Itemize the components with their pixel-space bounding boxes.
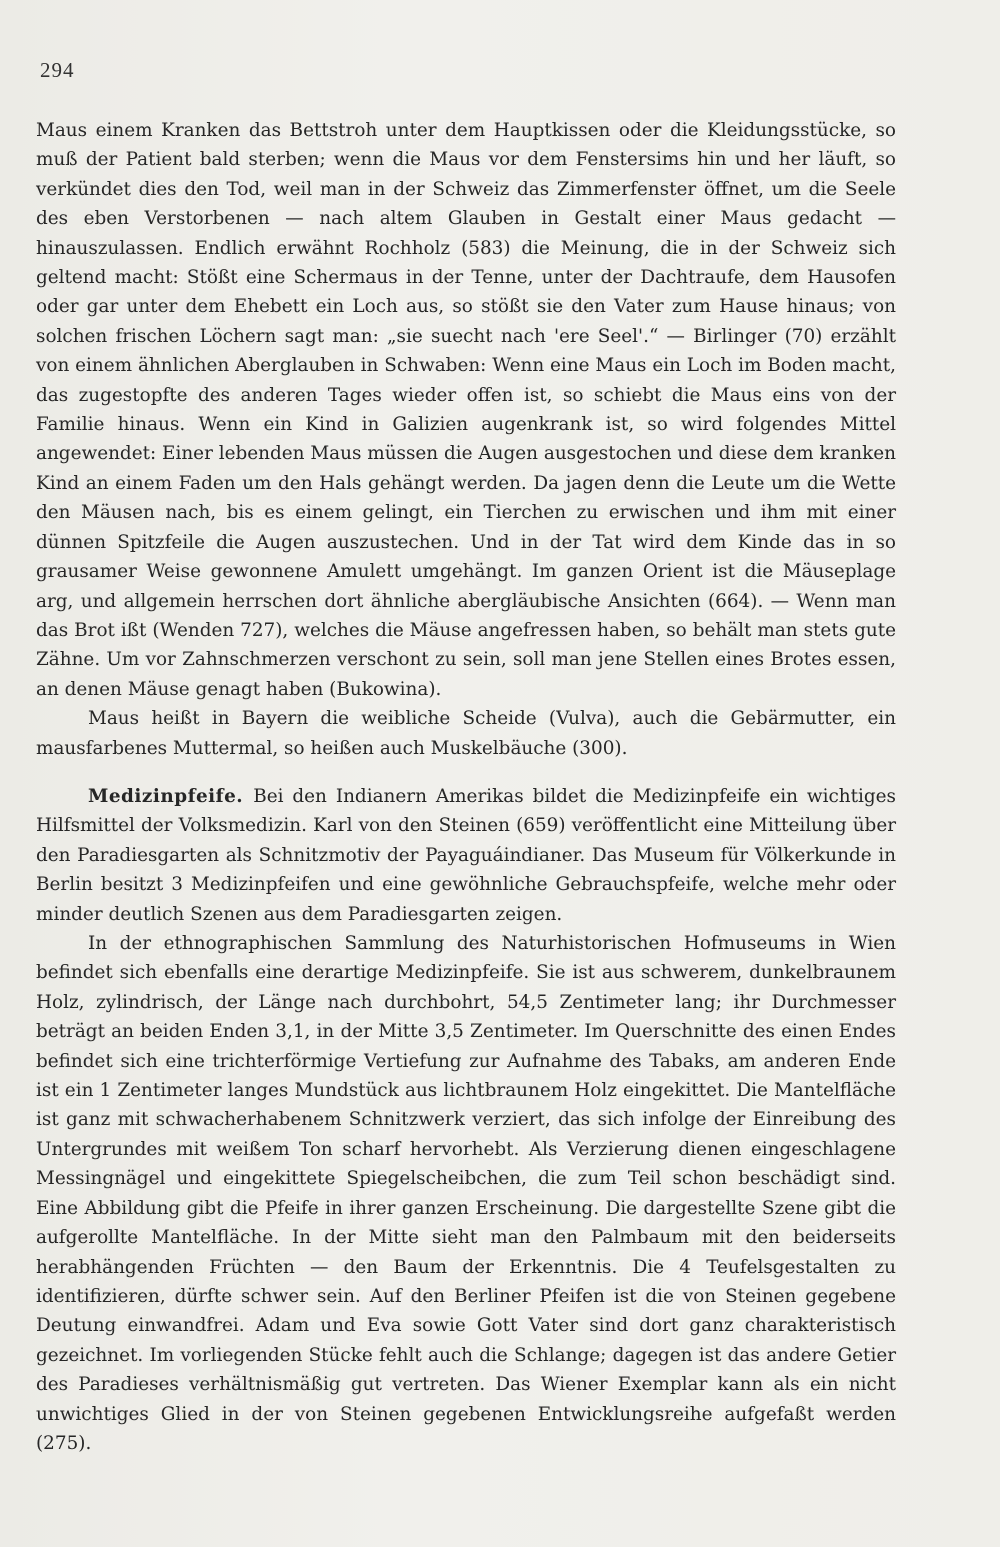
mouse-paragraph-1: Maus einem Kranken das Bettstroh unter dem Hauptkissen oder die Kleidungsstücke, so muß der Patient bald sterben; wenn die Maus vor dem Fenstersims hin und her läuft, so verkündet dies den Tod, weil man in der Schweiz das Zimmerfenster öffnet, um die Seele des eben Verstorbenen — nach altem Glauben in Gestalt einer Maus gedacht — hinauszulassen. Endlich erwähnt Rochholz (583) die Meinung, die in der Schweiz sich geltend macht: Stößt eine Schermaus in der Tenne, unter der Dachtraufe, dem Hausofen oder gar unter dem Ehebett ein Loch aus, so stößt sie den Vater zum Hause hinaus; von solchen frischen Löchern sagt man: „sie suecht nach 'ere Seel'.“ — Birlinger (70) erzählt von einem ähnlichen Aberglauben in Schwaben: Wenn eine Maus ein Loch im Boden macht, das zugestopfte des anderen Tages wieder offen ist, so schiebt die Maus eins von der Familie hinaus. Wenn ein Kind in Galizien augenkrank ist, so wird folgendes Mittel angewendet: Einer lebenden Maus müssen die Augen ausgestochen und diese dem kranken Kind an einem Faden um den Hals gehängt werden. Da jagen denn die Leute um die Wette den Mäusen nach, bis es einem gelingt, ein Tierchen zu erwischen und ihm mit einer dünnen Spitzfeile die Augen auszustechen. Und in der Tat wird dem Kinde das in so grausamer Weise gewonnene Amulett umgehängt. Im ganzen Orient ist die Mäuseplage arg, und allgemein herrschen dort ähnliche abergläubische Ansichten (664). — Wenn man das Brot ißt (Wenden 727), welches die Mäuse angefressen haben, so behält man stets gute Zähne. Um vor Zahnschmerzen verschont zu sein, soll man jene Stellen eines Brotes essen, an denen Mäuse genagt haben (Bukowina). [36,120,896,700]
medizinpfeife-paragraph-2: In der ethnographischen Sammlung des Naturhistorischen Hofmuseums in Wien befindet sich ebenfalls eine derartige Medizinpfeife. Sie ist aus schwerem, dunkelbraunem Holz, zylindrisch, der Länge nach durchbohrt, 54,5 Zentimeter lang; ihr Durchmesser beträgt an beiden Enden 3,1, in der Mitte 3,5 Zentimeter. Im Querschnitte des einen Endes befindet sich eine trichterförmige Vertiefung zur Aufnahme des Tabaks, am anderen Ende ist ein 1 Zentimeter langes Mundstück aus lichtbraunem Holz eingekittet. Die Mantelfläche ist ganz mit schwacherhabenem Schnitzwerk verziert, das sich infolge der Einreibung des Untergrundes mit weißem Ton scharf hervorhebt. Als Verzierung dienen eingeschlagene Messingnägel und eingekittete Spiegelscheibchen, die zum Teil schon beschädigt sind. Eine Abbildung gibt die Pfeife in ihrer ganzen Erscheinung. Die dargestellte Szene gibt die aufgerollte Mantelfläche. In der Mitte sieht man den Palmbaum mit den beiderseits herabhängenden Früchten — den Baum der Erkenntnis. Die 4 Teufelsgestalten zu identifizieren, dürfte schwer sein. Auf den Berliner Pfeifen ist die von Steinen gegebene Deutung einwandfrei. Adam und Eva sowie Gott Vater sind dort ganz charakteristisch gezeichnet. Im vorliegenden Stücke fehlt auch die Schlange; dagegen ist das andere Getier des Paradieses verhältnismäßig gut vertreten. Das Wiener Exemplar kann als ein nicht unwichtiges Glied in der von Steinen gegebenen Entwicklungsreihe aufgefaßt werden (275). [36,933,896,1454]
page-number: 294 [40,58,75,82]
mouse-section [36,116,896,763]
section-title: Medizinpfeife. [88,786,244,807]
medizinpfeife-paragraph-1 [36,782,896,929]
medizinpfeife-section [36,782,896,1458]
mouse-paragraph-2: Maus heißt in Bayern die weibliche Scheide (Vulva), auch die Gebärmutter, ein mausfarbenes Muttermal, so heißen auch Muskelbäuche (300). [36,708,896,759]
medizinpfeife-paragraph-1-text: Bei den Indianern Amerikas bildet die Medizinpfeife ein wichtiges Hilfsmittel der Volksmedizin. Karl von den Steinen (659) veröffentlicht eine Mitteilung über den Paradiesgarten als Schnitzmotiv der Payaguáindianer. Das Museum für Völkerkunde in Berlin besitzt 3 Medizinpfeifen und eine gewöhnliche Gebrauchspfeife, welche mehr oder minder deutlich Szenen aus dem Paradiesgarten zeigen. [36,786,896,925]
